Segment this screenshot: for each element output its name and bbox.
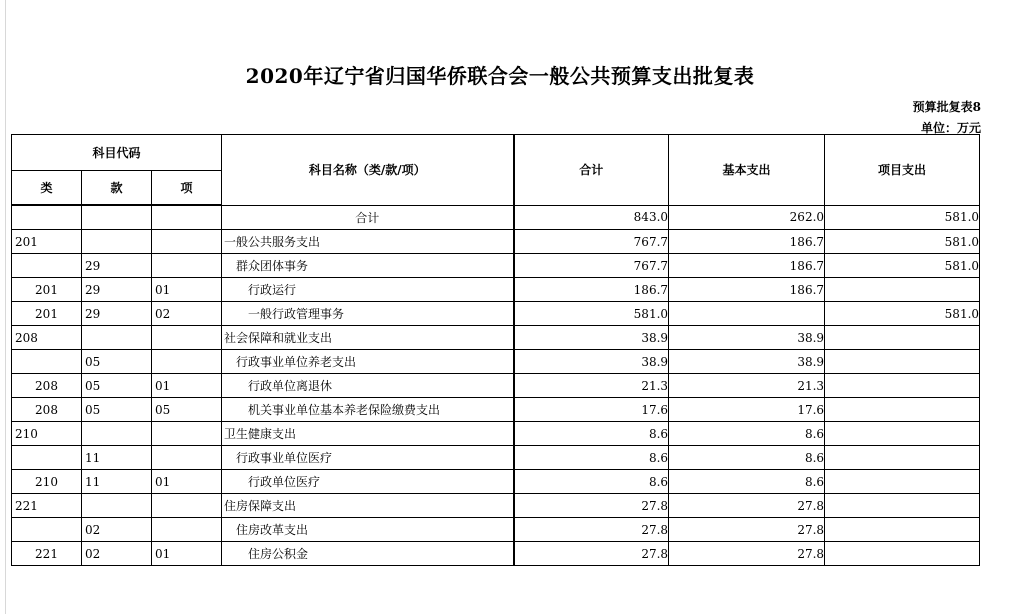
cell-total: 843.0 (514, 205, 669, 230)
cell-basic: 8.6 (669, 470, 825, 494)
table-row (12, 422, 980, 446)
cell-project (825, 278, 980, 302)
cell-lei (12, 254, 82, 278)
table-body (12, 205, 980, 566)
cell-lei (12, 446, 82, 470)
cell-total: 27.8 (514, 518, 669, 542)
cell-name: 群众团体事务 (222, 254, 514, 278)
cell-kuan: 11 (82, 446, 152, 470)
table-id-label: 预算批复表8 (912, 100, 981, 114)
cell-name: 社会保障和就业支出 (222, 326, 514, 350)
cell-total: 581.0 (514, 302, 669, 326)
cell-project (825, 542, 980, 566)
cell-lei: 208 (12, 374, 82, 398)
cell-project (825, 398, 980, 422)
cell-basic: 186.7 (669, 278, 825, 302)
cell-name: 行政单位离退休 (222, 374, 514, 398)
cell-total: 8.6 (514, 470, 669, 494)
cell-lei: 208 (12, 398, 82, 422)
cell-total: 8.6 (514, 446, 669, 470)
cell-lei: 221 (12, 494, 82, 518)
table-header (12, 135, 980, 206)
table-row (12, 302, 980, 326)
cell-project (825, 326, 980, 350)
cell-total: 21.3 (514, 374, 669, 398)
table-row (12, 205, 980, 230)
cell-total: 8.6 (514, 422, 669, 446)
cell-kuan: 05 (82, 350, 152, 374)
header-lei: 类 (12, 171, 82, 206)
cell-basic: 38.9 (669, 326, 825, 350)
cell-project: 581.0 (825, 302, 980, 326)
cell-lei: 208 (12, 326, 82, 350)
cell-total: 27.8 (514, 542, 669, 566)
cell-basic: 262.0 (669, 205, 825, 230)
cell-project (825, 470, 980, 494)
cell-project (825, 446, 980, 470)
cell-name: 行政事业单位养老支出 (222, 350, 514, 374)
cell-total: 186.7 (514, 278, 669, 302)
cell-name: 合计 (222, 205, 514, 230)
cell-lei (12, 518, 82, 542)
header-total: 合计 (514, 135, 669, 206)
cell-total: 38.9 (514, 326, 669, 350)
cell-name: 住房公积金 (222, 542, 514, 566)
cell-lei: 210 (12, 422, 82, 446)
table-row (12, 518, 980, 542)
cell-xiang (152, 205, 222, 230)
cell-total: 767.7 (514, 230, 669, 254)
table-row (12, 542, 980, 566)
table-row (12, 374, 980, 398)
cell-xiang (152, 494, 222, 518)
table-row (12, 350, 980, 374)
cell-xiang (152, 422, 222, 446)
cell-total: 27.8 (514, 494, 669, 518)
table-row (12, 278, 980, 302)
cell-name: 行政事业单位医疗 (222, 446, 514, 470)
cell-project (825, 518, 980, 542)
cell-lei (12, 350, 82, 374)
cell-kuan: 29 (82, 254, 152, 278)
cell-xiang: 01 (152, 470, 222, 494)
table-row (12, 326, 980, 350)
cell-kuan: 05 (82, 374, 152, 398)
cell-name: 行政单位医疗 (222, 470, 514, 494)
header-kuan: 款 (82, 171, 152, 206)
cell-kuan: 05 (82, 398, 152, 422)
cell-name: 住房保障支出 (222, 494, 514, 518)
cell-kuan: 02 (82, 542, 152, 566)
cell-basic: 186.7 (669, 230, 825, 254)
header-code-group: 科目代码 (12, 135, 222, 171)
cell-total: 38.9 (514, 350, 669, 374)
header-project: 项目支出 (825, 135, 980, 206)
cell-project (825, 374, 980, 398)
cell-basic: 21.3 (669, 374, 825, 398)
cell-xiang: 05 (152, 398, 222, 422)
cell-basic: 27.8 (669, 542, 825, 566)
page-edge-line (5, 0, 6, 614)
cell-basic: 38.9 (669, 350, 825, 374)
cell-basic: 27.8 (669, 494, 825, 518)
cell-kuan (82, 494, 152, 518)
cell-basic (669, 302, 825, 326)
cell-xiang: 01 (152, 542, 222, 566)
cell-lei: 210 (12, 470, 82, 494)
cell-kuan (82, 326, 152, 350)
cell-project: 581.0 (825, 205, 980, 230)
cell-xiang (152, 230, 222, 254)
cell-lei: 201 (12, 302, 82, 326)
budget-table (11, 134, 980, 566)
header-name: 科目名称（类/款/项） (222, 135, 514, 206)
cell-xiang (152, 326, 222, 350)
cell-kuan (82, 205, 152, 230)
cell-basic: 186.7 (669, 254, 825, 278)
cell-project (825, 494, 980, 518)
table-row (12, 398, 980, 422)
page-title: 2020年辽宁省归国华侨联合会一般公共预算支出批复表 (245, 64, 755, 88)
cell-basic: 8.6 (669, 446, 825, 470)
cell-lei: 221 (12, 542, 82, 566)
cell-name: 行政运行 (222, 278, 514, 302)
cell-basic: 17.6 (669, 398, 825, 422)
unit-label: 单位：万元 (920, 121, 981, 135)
table-row (12, 254, 980, 278)
cell-total: 17.6 (514, 398, 669, 422)
cell-project: 581.0 (825, 230, 980, 254)
cell-xiang: 02 (152, 302, 222, 326)
cell-project: 581.0 (825, 254, 980, 278)
table-row (12, 446, 980, 470)
cell-lei: 201 (12, 230, 82, 254)
cell-xiang (152, 350, 222, 374)
cell-lei (12, 205, 82, 230)
table-row (12, 230, 980, 254)
cell-kuan (82, 422, 152, 446)
cell-name: 一般行政管理事务 (222, 302, 514, 326)
table-row (12, 494, 980, 518)
cell-project (825, 350, 980, 374)
cell-lei: 201 (12, 278, 82, 302)
cell-xiang (152, 254, 222, 278)
cell-kuan: 11 (82, 470, 152, 494)
cell-kuan: 29 (82, 302, 152, 326)
cell-kuan: 29 (82, 278, 152, 302)
cell-total: 767.7 (514, 254, 669, 278)
cell-name: 机关事业单位基本养老保险缴费支出 (222, 398, 514, 422)
cell-basic: 8.6 (669, 422, 825, 446)
cell-xiang (152, 518, 222, 542)
table-row (12, 470, 980, 494)
cell-kuan: 02 (82, 518, 152, 542)
cell-project (825, 422, 980, 446)
cell-name: 卫生健康支出 (222, 422, 514, 446)
header-basic: 基本支出 (669, 135, 825, 206)
cell-name: 一般公共服务支出 (222, 230, 514, 254)
cell-xiang: 01 (152, 278, 222, 302)
cell-name: 住房改革支出 (222, 518, 514, 542)
cell-kuan (82, 230, 152, 254)
cell-basic: 27.8 (669, 518, 825, 542)
cell-xiang (152, 446, 222, 470)
header-xiang: 项 (152, 171, 222, 206)
cell-xiang: 01 (152, 374, 222, 398)
